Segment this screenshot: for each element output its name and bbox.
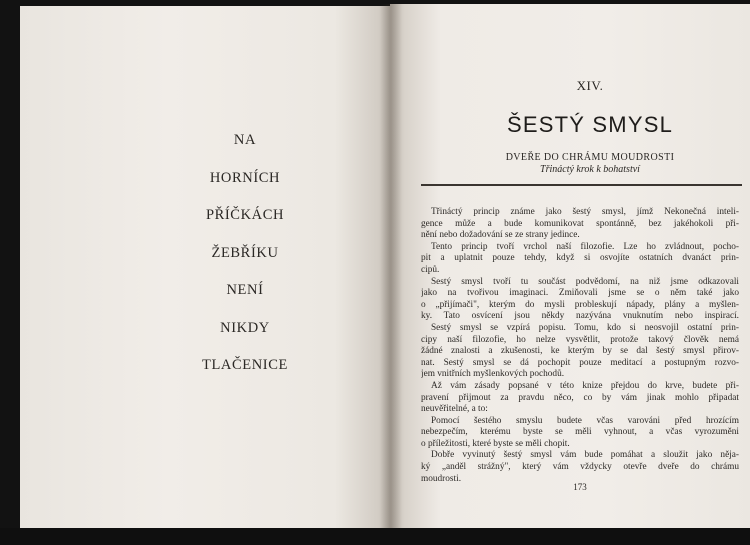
word-line: HORNÍCH	[209, 169, 281, 186]
text-line: moudrosti.	[421, 473, 462, 484]
text-line: cipů.	[421, 264, 440, 275]
chapter-title: ŠESTÝ SMYSL	[506, 112, 674, 137]
background-edge	[0, 528, 750, 545]
page-number: 173	[573, 482, 587, 492]
text-line: ky. Tato osvícení jsou někdy nazývána vnuknutím nebo inspirací.	[421, 311, 739, 322]
text-line: nat. Šestý smysl se dá pochopit pouze meditací a postupným rozvo-	[421, 357, 739, 368]
text-line: jako na tvořivou imaginaci. Zmiňovali jsme se o něm také jako	[421, 288, 739, 299]
right-page	[390, 4, 750, 532]
chapter-subtitle: DVEŘE DO CHRÁMU MOUDROSTI	[505, 152, 675, 163]
divider-rule	[421, 184, 742, 186]
text-line: nebezpečím, kterému byste se měli vyhnout, a včas vyrozuměni	[421, 427, 739, 438]
text-line: žádné znalosti a zkušenosti, ke kterým by se dal šestý smysl přirov-	[421, 346, 739, 357]
text-line: o příležitosti, které byste se měli chopit.	[421, 438, 570, 449]
chapter-subtitle-italic: Třináctý krok k bohatství	[540, 164, 640, 175]
word-line: PŘÍČKÁCH	[205, 207, 285, 223]
text-line: neuvěřitelné, a to:	[421, 404, 488, 415]
text-line: gence může a bude komunikovat spontánně, bez jakéhokoli při-	[421, 218, 739, 229]
vertical-word-column	[170, 130, 320, 393]
body-text	[421, 207, 739, 485]
word-line: TLAČENICE	[202, 357, 288, 373]
text-line: o „přijímači", kterým do mysli probleskují nápady, plány a myšlen-	[421, 299, 739, 310]
word-line: NENÍ	[226, 282, 264, 298]
chapter-number: XIV.	[576, 78, 604, 93]
text-line: Šestý smysl tvoří tu součást podvědomí, na niž jsme odkazovali	[431, 276, 739, 287]
word-line: ŽEBŘÍKU	[211, 244, 279, 261]
word-line: NA	[233, 132, 257, 148]
text-line: Šestý smysl se vzpírá popisu. Tomu, kdo si neosvojil ostatní prin-	[431, 322, 739, 333]
left-page	[20, 6, 390, 528]
text-line: Pomocí šestého smyslu budete včas varováni před hrozícím	[431, 415, 739, 426]
text-line: nění nebo dožadování se ze strany jedince.	[421, 230, 580, 241]
text-line: Třináctý princip známe jako šestý smysl, jímž Nekonečná inteli-	[431, 207, 739, 217]
text-line: Až vám zásady popsané v této knize přejdou do krve, budete při-	[431, 380, 739, 391]
text-line: Tento princip tvoří vrchol naší filozofie. Lze ho zvládnout, pocho-	[431, 241, 739, 252]
text-line: jem vnitřních myšlenkových pochodů.	[421, 369, 565, 380]
text-line: Dobře vyvinutý šestý smysl vám bude pomáhat a sloužit jako něja-	[431, 450, 739, 461]
text-line: ký „anděl strážný", který vám vždycky otevře dveře do chrámu	[421, 462, 739, 473]
text-line: pit a uplatnit pouze tehdy, když si osvojíte ostatních dvanáct prin-	[421, 253, 739, 264]
book-gutter-shadow	[380, 4, 402, 532]
text-line: cipy naší filozofie, ho nelze vysvětlit, protože takový člověk nemá	[421, 334, 739, 345]
word-line: NIKDY	[220, 319, 270, 336]
text-line: pravení přijmout za pravdu něco, co by vám jinak mohlo připadat	[421, 392, 739, 403]
